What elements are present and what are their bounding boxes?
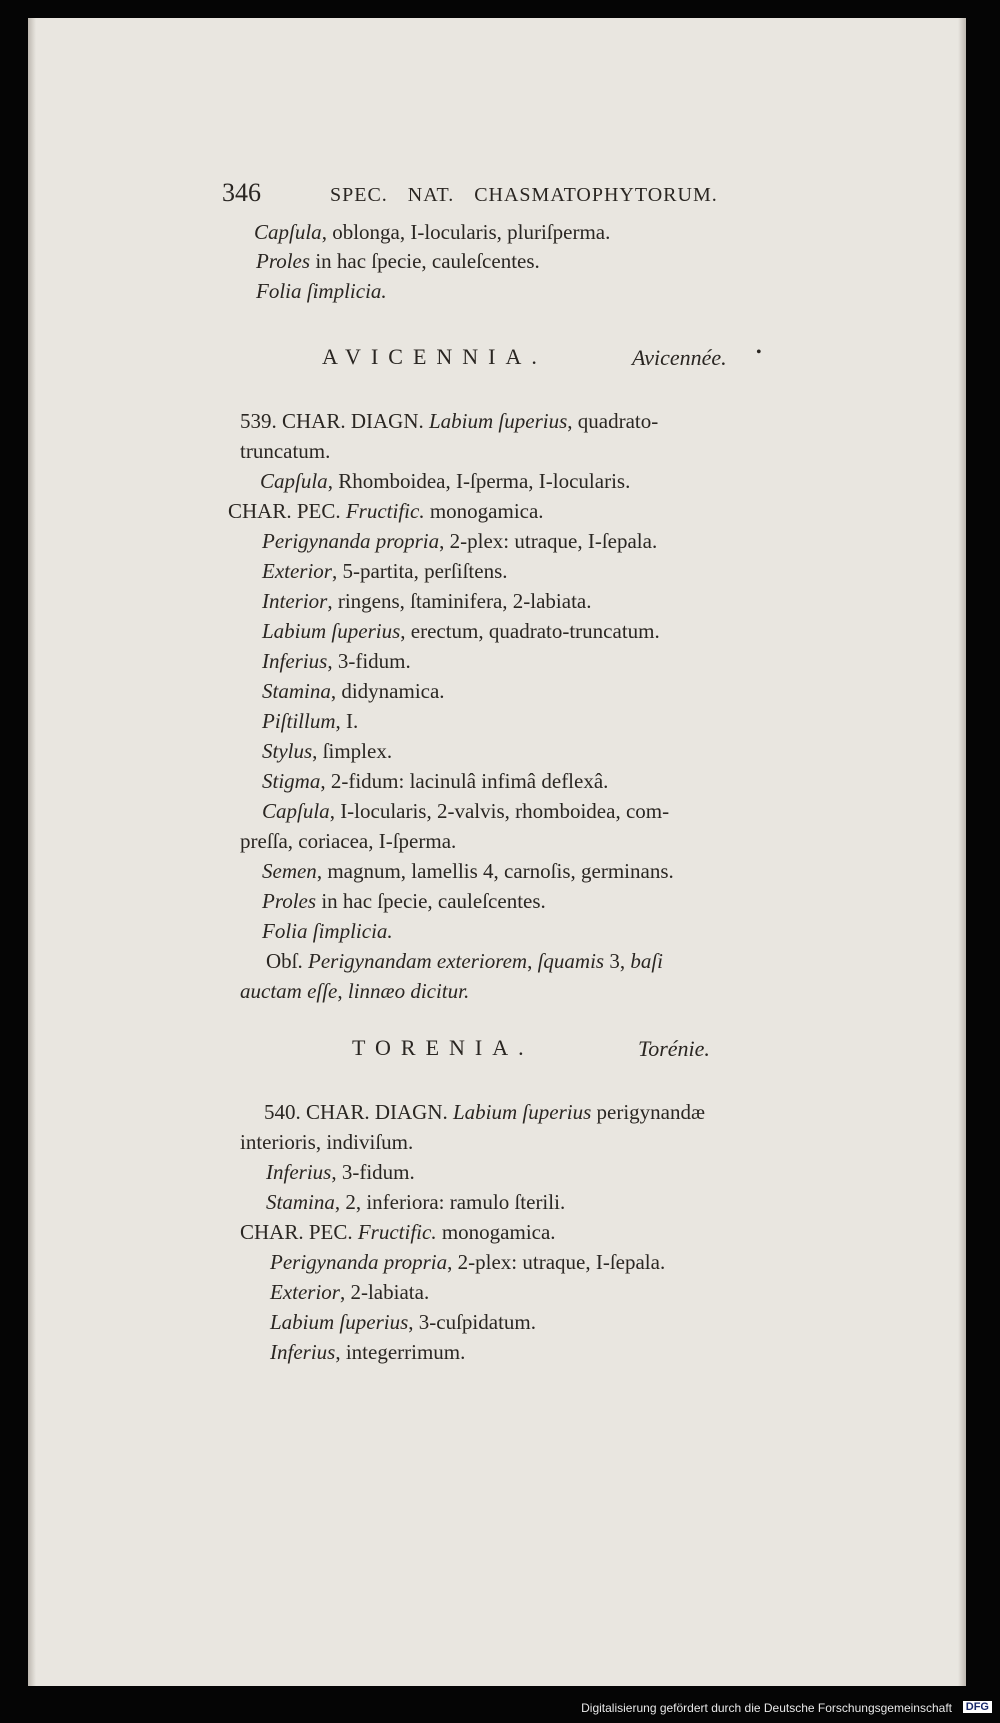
funding-credit: Digitalisierung gefördert durch die Deutsche Forschungsgemeinschaft (581, 1701, 952, 1715)
genus-heading-avicennia: AVICENNIA. (322, 344, 547, 369)
section-mark: • (756, 344, 762, 361)
text-line: Folia ſimplicia. (262, 919, 393, 943)
text-line: Inferius, integerrimum. (270, 1340, 466, 1364)
text-line: Interior, ringens, ſtaminifera, 2-labiata. (262, 589, 592, 613)
running-title: SPEC. NAT. CHASMATOPHYTORUM. (330, 184, 718, 206)
intro-line-3: Folia ſimplicia. (256, 279, 387, 303)
text-line: Capſula, Rhomboidea, I-ſperma, I-locularis. (260, 469, 631, 493)
text-line: CHAR. PEC. Fructific. monogamica. (240, 1220, 556, 1244)
text-line: truncatum. (240, 439, 331, 463)
page-edge-right (958, 18, 966, 1686)
text-line: auctam eſſe, linnæo dicitur. (240, 979, 470, 1003)
text-line: Perigynanda propria, 2-plex: utraque, I-ſepala. (270, 1250, 666, 1274)
text-line: Labium ſuperius, 3-cuſpidatum. (270, 1310, 536, 1334)
text-line: Obſ. Perigynandam exteriorem, ſquamis 3, baſi (266, 949, 664, 973)
text-line: 539. CHAR. DIAGN. Labium ſuperius, quadrato- (240, 409, 659, 433)
text-line: Stamina, didynamica. (262, 679, 445, 703)
text-line: Stylus, ſimplex. (262, 739, 393, 763)
text-line: Inferius, 3-fidum. (262, 649, 411, 673)
text-line: Exterior, 2-labiata. (270, 1280, 430, 1304)
text-line: Stigma, 2-fidum: lacinulâ infimâ deflexâ. (262, 769, 609, 793)
text-line: interioris, indiviſum. (240, 1130, 414, 1154)
text-line: Labium ſuperius, erectum, quadrato-truncatum. (262, 619, 660, 643)
intro-line-1: Capſula, oblonga, I-locularis, pluriſperma. (254, 220, 611, 244)
genus-heading-torenia: TORENIA. (352, 1035, 534, 1060)
text-line: preſſa, coriacea, I-ſperma. (240, 829, 457, 853)
text-line: Exterior, 5-partita, perſiſtens. (262, 559, 508, 583)
text-line: Piſtillum, I. (262, 709, 359, 733)
intro-line-2: Proles in hac ſpecie, cauleſcentes. (256, 249, 540, 273)
dfg-logo: DFG (963, 1701, 992, 1713)
page-number: 346 (222, 178, 261, 207)
french-name-avicennia: Avicennée. (632, 345, 727, 370)
french-name-torenia: Torénie. (638, 1036, 710, 1061)
text-line: Capſula, I-locularis, 2-valvis, rhomboidea, com- (262, 799, 670, 823)
text-line: 540. CHAR. DIAGN. Labium ſuperius perigynandæ (264, 1100, 705, 1124)
text-line: CHAR. PEC. Fructific. monogamica. (228, 499, 544, 523)
text-line: Stamina, 2, inferiora: ramulo ſterili. (266, 1190, 566, 1214)
text-line: Inferius, 3-fidum. (266, 1160, 415, 1184)
text-line: Semen, magnum, lamellis 4, carnoſis, germinans. (262, 859, 674, 883)
page-edge-left (28, 18, 36, 1686)
text-line: Proles in hac ſpecie, cauleſcentes. (262, 889, 546, 913)
footer-bar (0, 1695, 1000, 1723)
text-line: Perigynanda propria, 2-plex: utraque, I-ſepala. (262, 529, 658, 553)
